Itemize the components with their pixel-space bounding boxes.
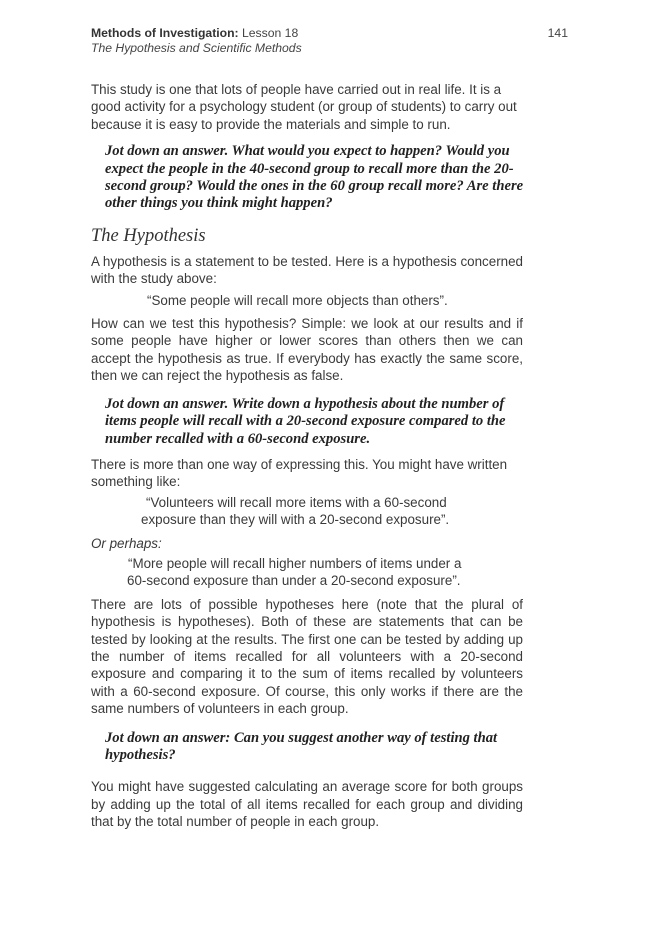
hypothesis-definition-paragraph: A hypothesis is a statement to be tested. Here is a hypothesis concerned with the study above: — [91, 253, 523, 287]
page — [91, 26, 568, 831]
lesson-subtitle: The Hypothesis and Scientific Methods — [91, 41, 302, 55]
quote-1: “Some people will recall more objects than others”. — [147, 292, 448, 308]
quote-3 — [91, 555, 523, 590]
page-number: 141 — [547, 26, 568, 40]
or-perhaps-label: Or perhaps: — [91, 535, 162, 551]
lesson-title — [91, 26, 523, 41]
section-heading: The Hypothesis — [91, 225, 206, 246]
jot-down-prompt-2: Jot down an answer. Write down a hypothesis about the number of items people will recall with a 20-second exposure compared to the number recalled with a 60-second exposure. — [105, 395, 506, 447]
quote-2 — [91, 494, 523, 529]
more-than-one-way-paragraph: There is more than one way of expressing this. You might have written something like: — [91, 456, 508, 490]
jot-down-prompt-1: Jot down an answer. What would you expect to happen? Would you expect the people in the 40-second group to recall more than the 20-second group? Would the ones in the 60 group recall more? Are there other things you think might happen? — [105, 143, 524, 212]
lesson-title-bold: Methods of Investigation: — [91, 26, 239, 40]
quote-3-line-1: “More people will recall higher numbers of items under a — [128, 555, 462, 571]
jot-down-prompt-3: Jot down an answer: Can you suggest another way of testing that hypothesis? — [105, 729, 498, 763]
possible-hypotheses-paragraph: There are lots of possible hypotheses here (note that the plural of hypothesis is hypotheses). Both of these are statements that can be tested by looking at the results. The first one can be tested by adding up the number of items recalled for all volunteers with a 20-second exposure and comparing it to the sum of items recalled by volunteers with a 60-second exposure. Of course, this only works if there are the same numbers of volunteers in each group. — [91, 596, 523, 717]
quote-2-line-2: exposure than they will with a 20-second exposure”. — [141, 512, 450, 528]
average-score-paragraph: You might have suggested calculating an average score for both groups by adding up the total of all items recalled for each group and dividing that by the total number of people in each group. — [91, 779, 523, 830]
quote-2-line-1: “Volunteers will recall more items with a 60-second — [146, 494, 447, 510]
test-hypothesis-paragraph: How can we test this hypothesis? Simple: we look at our results and if some people have higher or lower scores than others then we can accept the hypothesis as true. If everybody has exactly the same score, then we can reject the hypothesis as false. — [91, 316, 523, 384]
running-head — [91, 26, 568, 58]
quote-3-line-2: 60-second exposure than under a 20-second exposure”. — [127, 573, 461, 589]
lesson-number: Lesson 18 — [238, 26, 299, 40]
intro-paragraph: This study is one that lots of people have carried out in real life. It is a good activity for a psychology student (or group of students) to carry out because it is easy to provide the materials and simple to run. — [91, 82, 517, 132]
